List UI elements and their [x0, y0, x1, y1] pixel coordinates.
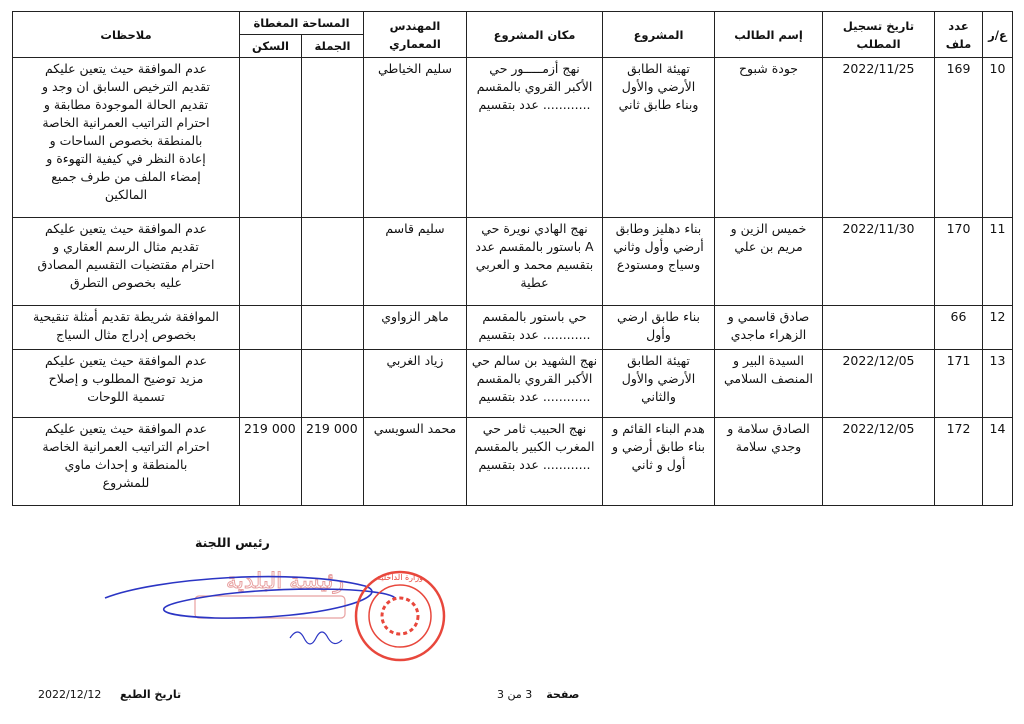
- row-notes-line: إمضاء الملف من طرف جميع: [51, 169, 201, 184]
- area-total: 219 000: [302, 418, 364, 506]
- project-location-line: الأكبر القروي بالمقسم: [476, 371, 593, 386]
- row-notes-line: مزيد توضيح المطلوب و إصلاح: [48, 371, 204, 386]
- header-applicant: إسم الطالب: [715, 12, 823, 58]
- project-description-line: الأرضي والأول: [621, 371, 696, 386]
- project-location-line: نهج أزمـــــور حي: [489, 61, 580, 76]
- row-notes-line: عدم الموافقة حيث يتعين عليكم: [44, 221, 208, 236]
- applicant-name: [715, 306, 823, 350]
- project-location-line: ............ عدد بتقسيم: [478, 389, 591, 404]
- request-date: 2022/11/30: [823, 218, 935, 306]
- applicant-name-line: المنصف السلامي: [723, 371, 814, 386]
- row-notes: [13, 350, 240, 418]
- page-indicator: [497, 688, 579, 701]
- project-location-line: ............ عدد بتقسيم: [478, 97, 591, 112]
- file-count: 170: [935, 218, 983, 306]
- page-label: صفحة: [546, 688, 580, 701]
- project-description: [603, 306, 715, 350]
- file-count: 172: [935, 418, 983, 506]
- applicant-name-line: مريم بن علي: [734, 239, 803, 254]
- row-notes-line: تسمية اللوحات: [87, 389, 165, 404]
- applicant-name-line: الصادق سلامة و: [727, 421, 810, 436]
- table-row: [13, 350, 1013, 418]
- project-location-line: حي باستور بالمقسم: [482, 309, 587, 324]
- row-notes-line: عدم الموافقة حيث يتعين عليكم: [44, 421, 208, 436]
- project-location-line: ............ عدد بتقسيم: [478, 327, 591, 342]
- row-notes-line: الموافقة شريطة تقديم أمثلة تنقيحية: [33, 309, 219, 324]
- header-covered-area: المساحة المغطاة: [240, 12, 364, 35]
- project-location-line: بتقسيم محمد و العربي: [475, 257, 594, 272]
- project-description-line: أول و ثاني: [631, 457, 686, 472]
- project-description-line: وأول: [646, 327, 671, 342]
- row-notes-line: احترام التراتيب العمرانية الخاصة: [42, 115, 210, 130]
- row-number: 12: [983, 306, 1013, 350]
- row-notes: [13, 58, 240, 218]
- applicant-name-line: وجدي سلامة: [735, 439, 802, 454]
- project-description: [603, 58, 715, 218]
- header-area-housing: السكن: [240, 35, 302, 58]
- project-location: [467, 350, 603, 418]
- request-date: 2022/12/05: [823, 418, 935, 506]
- committee-head-label: رئيس اللجنة: [195, 535, 270, 550]
- table-row: [13, 306, 1013, 350]
- signature-and-seal: [95, 558, 455, 668]
- project-location: [467, 218, 603, 306]
- area-housing: [240, 350, 302, 418]
- applicant-name-line: جودة شبوح: [738, 61, 799, 76]
- project-location-line: المغرب الكبير بالمقسم: [474, 439, 595, 454]
- header-no: ع/ر: [983, 12, 1013, 58]
- architect-name: محمد السويسي: [364, 418, 467, 506]
- page-total: 3: [497, 688, 504, 701]
- header-location: مكان المشروع: [467, 12, 603, 58]
- page-number: 3: [525, 688, 533, 701]
- area-total: [302, 306, 364, 350]
- header-date: تاريخ تسجيل المطلب: [823, 12, 935, 58]
- header-architect: المهندس المعماري: [364, 12, 467, 58]
- project-location-line: نهج الحبيب ثامر حي: [482, 421, 587, 436]
- applicant-name-line: السيدة البير و: [732, 353, 805, 368]
- row-number: 14: [983, 418, 1013, 506]
- row-notes-line: للمشروع: [102, 475, 150, 490]
- project-description-line: تهيئة الطابق: [627, 61, 690, 76]
- table-row: [13, 58, 1013, 218]
- header-area-total: الجملة: [302, 35, 364, 58]
- table-body: [13, 58, 1013, 506]
- row-notes-line: إعادة النظر في كيفية التهوءة و: [46, 151, 206, 166]
- row-notes-line: عدم الموافقة حيث يتعين عليكم: [44, 61, 208, 76]
- project-description-line: الأرضي والأول: [621, 79, 696, 94]
- row-notes-line: عدم الموافقة حيث يتعين عليكم: [44, 353, 208, 368]
- request-date: [823, 306, 935, 350]
- area-housing: [240, 306, 302, 350]
- project-location-line: عطية: [520, 275, 549, 290]
- project-location-line: الأكبر القروي بالمقسم: [476, 79, 593, 94]
- project-location-line: A باستور بالمقسم عدد: [475, 239, 594, 254]
- project-description-line: بناء طابق ارضي: [616, 309, 701, 324]
- project-location-line: نهج الشهيد بن سالم حي: [471, 353, 598, 368]
- project-location-line: نهج الهادي نويرة حي: [481, 221, 588, 236]
- project-description-line: والثاني: [641, 389, 676, 404]
- row-notes-line: عليه بخصوص التطرق: [70, 275, 182, 290]
- row-notes-line: بخصوص إدراج مثال السياج: [56, 327, 196, 342]
- applications-table: [12, 11, 1013, 506]
- request-date: 2022/12/05: [823, 350, 935, 418]
- row-notes-line: بالمنطقة و إحداث ماوي: [64, 457, 188, 472]
- area-total: [302, 58, 364, 218]
- row-number: 13: [983, 350, 1013, 418]
- project-description-line: وسياج ومستودع: [616, 257, 701, 272]
- area-total: [302, 350, 364, 418]
- row-notes-line: احترام مقتضيات التقسيم المصادق: [37, 257, 215, 272]
- area-housing: [240, 218, 302, 306]
- project-location-line: ............ عدد بتقسيم: [478, 457, 591, 472]
- architect-name: زياد الغربي: [364, 350, 467, 418]
- print-date: 2022/12/12: [38, 688, 102, 701]
- table-row: [13, 418, 1013, 506]
- project-description-line: بناء دهليز وطابق: [615, 221, 702, 236]
- area-housing: 219 000: [240, 418, 302, 506]
- table-row: [13, 218, 1013, 306]
- header-file-count: عدد ملف: [935, 12, 983, 58]
- architect-name: سليم الخياطي: [364, 58, 467, 218]
- file-count: 171: [935, 350, 983, 418]
- project-description: [603, 418, 715, 506]
- project-location: [467, 306, 603, 350]
- architect-name: ماهر الزواوي: [364, 306, 467, 350]
- request-date: 2022/11/25: [823, 58, 935, 218]
- applicant-name-line: صادق قاسمي و: [727, 309, 810, 324]
- project-description: [603, 218, 715, 306]
- applicant-name: [715, 218, 823, 306]
- row-notes-line: احترام التراتيب العمرانية الخاصة: [42, 439, 210, 454]
- project-description-line: أرضي وأول وثاني: [613, 239, 704, 254]
- row-notes: [13, 218, 240, 306]
- signature-stamp-text: رئيسة البلدية: [225, 569, 345, 594]
- area-total: [302, 218, 364, 306]
- area-housing: [240, 58, 302, 218]
- row-notes-line: بالمنطقة بخصوص الساحات و: [49, 133, 203, 148]
- row-notes: [13, 306, 240, 350]
- row-number: 10: [983, 58, 1013, 218]
- architect-name: سليم قاسم: [364, 218, 467, 306]
- applicant-name-line: الزهراء ماجدي: [730, 327, 807, 342]
- print-date-label: تاريخ الطبع: [120, 688, 182, 701]
- row-notes: [13, 418, 240, 506]
- row-notes-line: تقديم الترخيص السابق ان وجد و: [42, 79, 210, 94]
- project-description-line: هدم البناء القائم و: [612, 421, 705, 436]
- row-notes-line: المالكين: [104, 187, 148, 202]
- file-count: 169: [935, 58, 983, 218]
- row-number: 11: [983, 218, 1013, 306]
- project-description-line: بناء طابق أرضي و: [611, 439, 706, 454]
- page-of: من: [507, 688, 522, 701]
- applicant-name-line: خميس الزين و: [730, 221, 807, 236]
- header-project: المشروع: [603, 12, 715, 58]
- header-notes: ملاحظات: [13, 12, 240, 58]
- project-location: [467, 58, 603, 218]
- seal-text: وزارة الداخلية: [377, 573, 423, 582]
- project-location: [467, 418, 603, 506]
- project-description-line: وبناء طابق ثاني: [618, 97, 699, 112]
- row-notes-line: تقديم مثال الرسم العقاري و: [53, 239, 199, 254]
- file-count: 66: [935, 306, 983, 350]
- row-notes-line: تقديم الحالة الموجودة مطابقة و: [43, 97, 209, 112]
- project-description-line: تهيئة الطابق: [627, 353, 690, 368]
- applicant-name: [715, 350, 823, 418]
- applicant-name: [715, 58, 823, 218]
- project-description: [603, 350, 715, 418]
- applicant-name: [715, 418, 823, 506]
